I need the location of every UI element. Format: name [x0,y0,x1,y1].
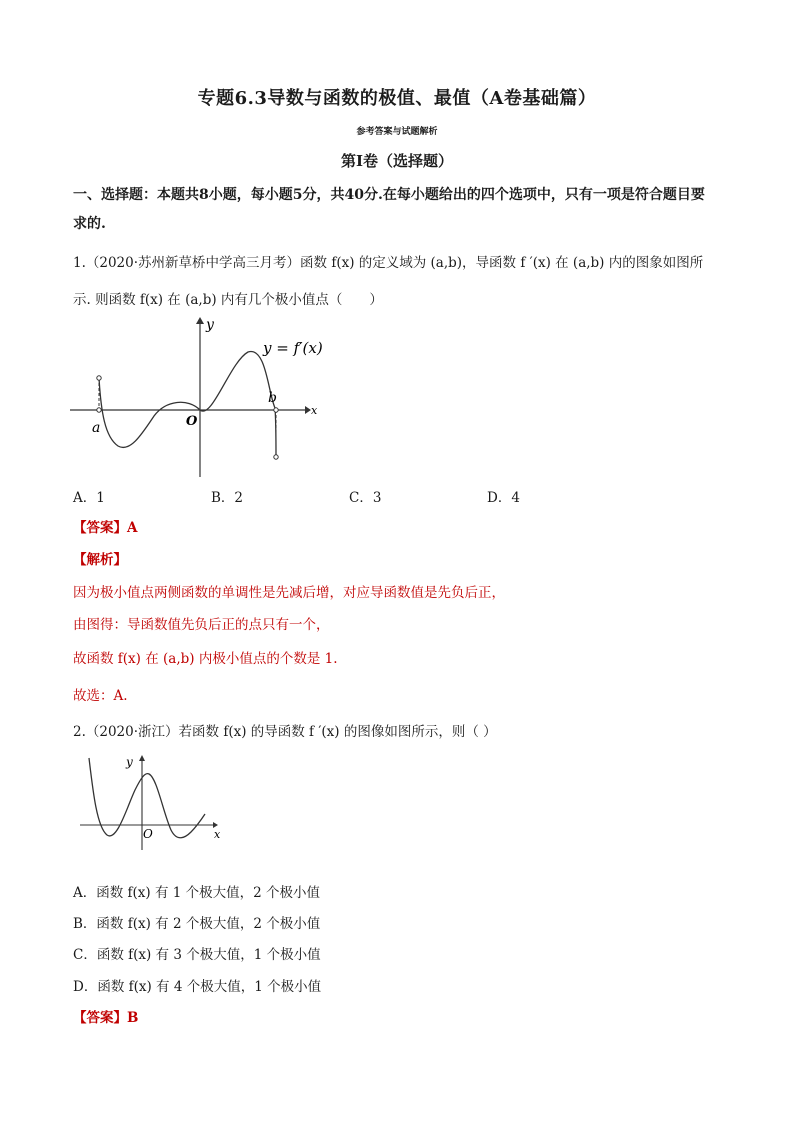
q1-origin-label: O [186,414,198,429]
q1-curve [99,351,276,457]
q2-answer-value: B [127,1010,139,1026]
q1-y-label: y [206,317,214,333]
q1-endpoint-a-top [97,376,101,380]
q1-option-a: A．1 [73,490,105,506]
q2-y-label: y [126,755,133,769]
q2-derivative-graph [75,752,230,854]
page-subtitle: 参考答案与试题解析 [356,127,438,137]
q1-option-d: D．4 [487,490,520,506]
q1-option-b: B．2 [211,490,244,506]
q1-stem-line1: 1.（2020·苏州新草桥中学高三月考）函数 f(x) 的定义域为 (a,b)，导函数 f ′(x) 在 (a,b) 内的图象如图所 [73,255,704,271]
q2-option-d: D．函数 f(x) 有 4 个极大值，1 个极小值 [73,979,322,995]
q1-stem-line2: 示. 则函数 f(x) 在 (a,b) 内有几个极小值点（ ） [73,292,383,308]
section-heading-line1: 一、选择题：本题共8小题，每小题5分，共40分.在每小题给出的四个选项中，只有一项是符合题目要 [73,187,705,203]
q1-analysis-line4: 故选：A. [73,688,128,704]
q1-y-arrow [196,317,204,324]
q1-analysis-line1: 因为极小值点两侧函数的单调性是先减后增，对应导函数值是先负后正， [73,585,505,601]
q1-endpoint-b-axis [274,408,278,412]
q2-option-b: B．函数 f(x) 有 2 个极大值，2 个极小值 [73,916,321,932]
q1-curve-label: y = f′(x) [263,339,323,357]
q1-analysis-tag: 【解析】 [73,552,127,568]
q1-x-label: x [311,404,318,417]
q2-answer [73,1006,138,1026]
section-heading-line2: 求的. [73,216,106,232]
q2-y-arrow [139,755,145,761]
page-title: 专题6.3导数与函数的极值、最值（A卷基础篇） [197,88,597,109]
q1-answer [73,516,137,536]
q2-answer-tag: 【答案】 [73,1010,127,1026]
q2-x-label: x [214,828,221,841]
q2-origin-label: O [143,827,153,841]
q2-option-c: C．函数 f(x) 有 3 个极大值，1 个极小值 [73,947,321,963]
q1-analysis-line3: 故函数 f(x) 在 (a,b) 内极小值点的个数是 1. [73,651,338,667]
q1-answer-value: A [127,520,138,536]
q1-b-label: b [268,390,277,406]
q1-option-c: C．3 [349,490,382,506]
q1-answer-tag: 【答案】 [73,520,127,536]
q1-analysis-line2: 由图得：导函数值先负后正的点只有一个， [73,617,330,633]
q2-option-a: A．函数 f(x) 有 1 个极大值，2 个极小值 [73,885,321,901]
q2-stem: 2.（2020·浙江）若函数 f(x) 的导函数 f ′(x) 的图像如图所示，则（ ） [73,724,497,740]
q1-a-label: a [92,420,101,436]
volume-heading: 第Ⅰ卷（选择题） [340,152,454,170]
q1-endpoint-b-bottom [274,455,278,459]
q1-endpoint-a-axis [97,408,101,412]
q1-derivative-graph [70,312,330,484]
q2-curve [89,758,205,838]
